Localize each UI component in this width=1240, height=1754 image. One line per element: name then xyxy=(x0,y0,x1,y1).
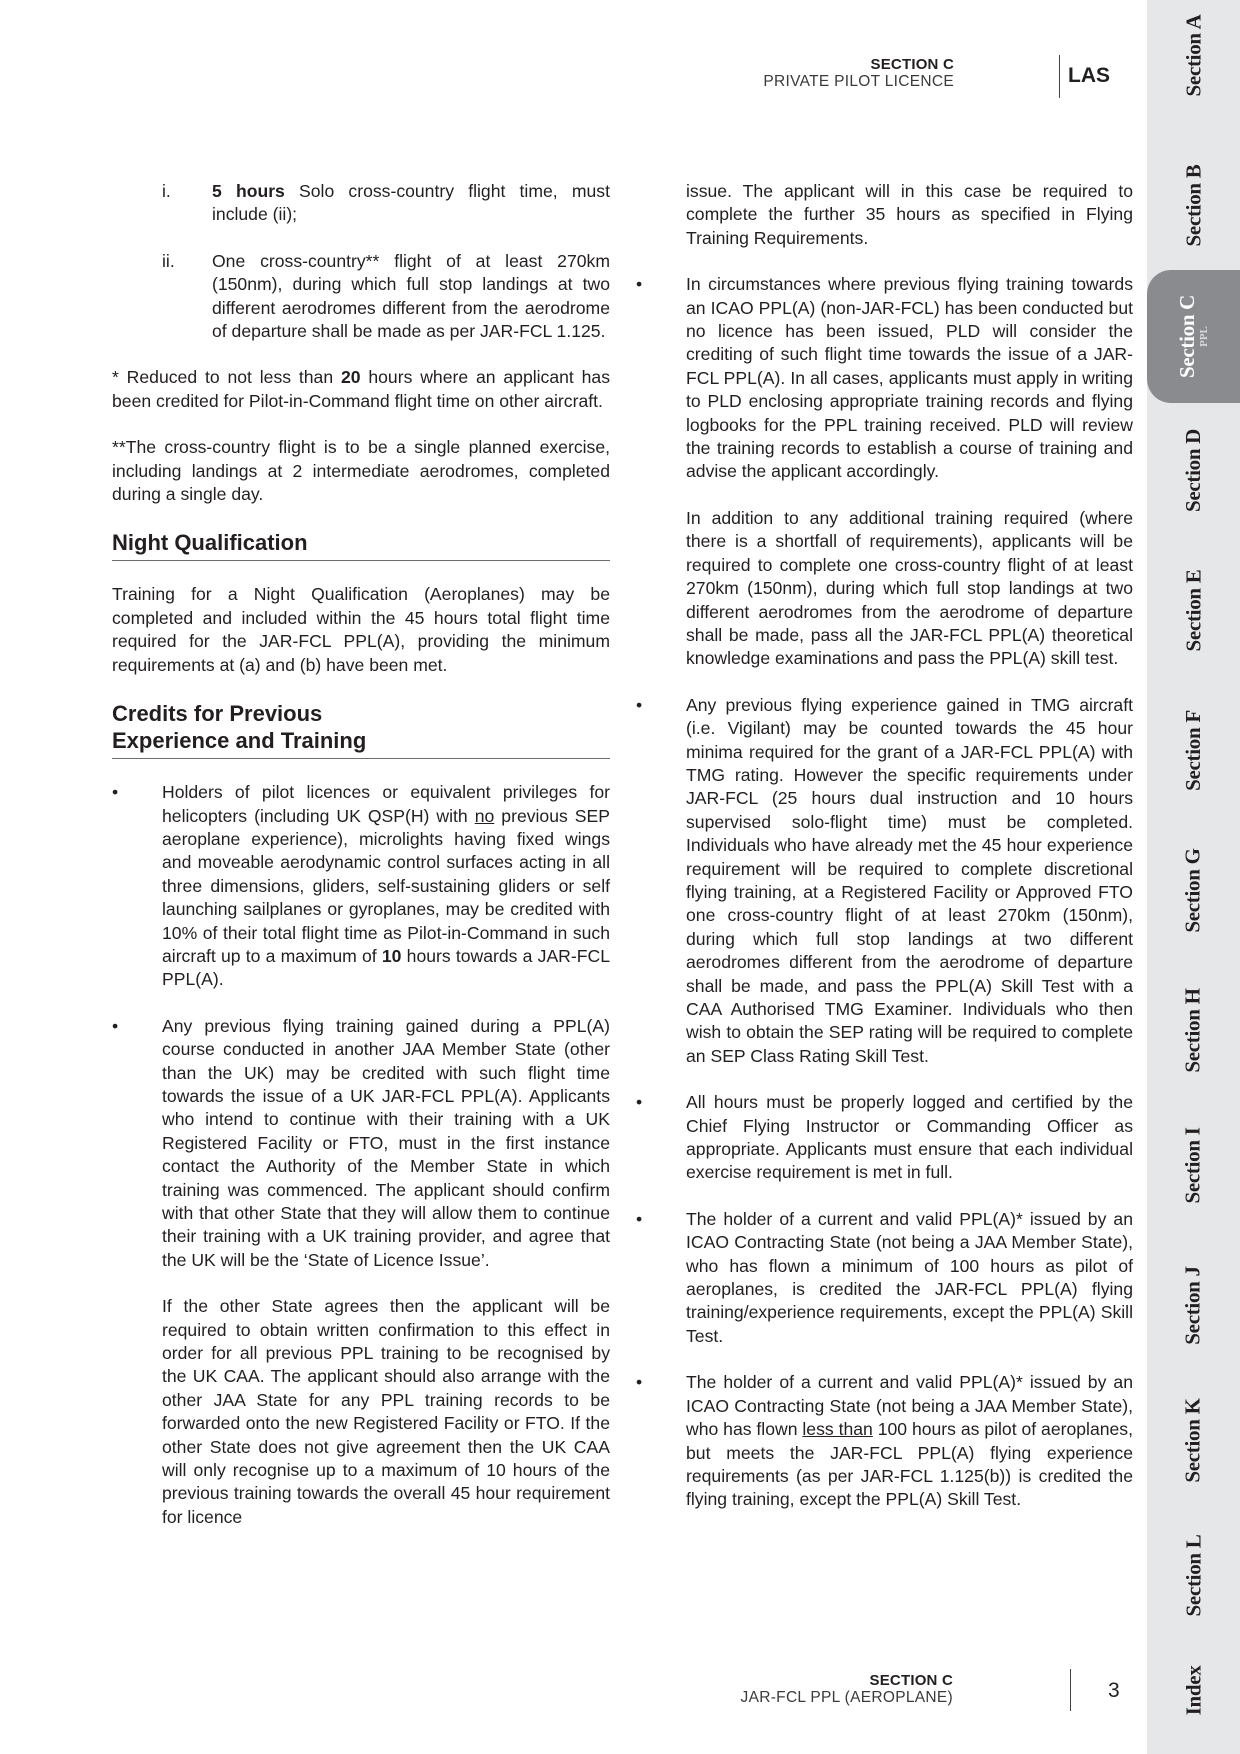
bullet-icon: • xyxy=(636,1092,643,1113)
left-column xyxy=(112,180,610,1529)
section-tabs-sidebar xyxy=(1147,0,1240,1754)
bullet-icon: • xyxy=(636,1208,643,1229)
bullet-icon: • xyxy=(636,694,643,715)
page-footer xyxy=(741,1672,953,1707)
list-marker: ii. xyxy=(162,250,175,271)
bullet-icon: • xyxy=(112,782,119,803)
tab-sublabel: PPL xyxy=(1197,326,1210,347)
bullet-item: • Any previous flying experience gained in TMG aircraft (i.e. Vigilant) may be counted towards the 45 hour minima required for the grant of a JAR-FCL PPL(A) with TMG rating. However the specific requirements under JAR-FCL (25 hours dual instruction and 10 hours supervised solo-flight time) must be completed. Individuals who have already met the 45 hour experience requirement will be required to complete discretional flying training, at a Registered Facility or Approved FTO one cross-country flight of at least 270km (150nm), during which full stop landings at two different aerodromes different from the aerodrome of departure shall be made, and pass the PPL(A) Skill Test with a CAA Authorised TMG Examiner. Individuals who then wish to obtain the SEP rating will be required to complete an SEP Class Rating Skill Test. xyxy=(636,694,1133,1069)
tab-section-j[interactable]: Section J xyxy=(1180,1265,1205,1345)
header-code: LAS xyxy=(1068,64,1110,87)
tab-section-k[interactable]: Section K xyxy=(1181,1397,1205,1483)
tab-section-b[interactable]: Section B xyxy=(1180,164,1205,246)
bullet-icon: • xyxy=(636,274,643,295)
tab-section-i[interactable]: Section I xyxy=(1181,1126,1205,1204)
heading-credits-previous-experience: Credits for Previous Experience and Training xyxy=(112,700,610,759)
list-item: ii. One cross-country** flight of at least 270km (150nm), during which full stop landings at two different aerodromes different from the aerodrome of departure shall be made as per JAR-FCL 1.125. xyxy=(112,250,610,344)
bullet-item: • In circumstances where previous flying training towards an ICAO PPL(A) (non-JAR-FCL) has been conducted but no licence has been issued, PLD will consider the crediting of such flight time towards the issue of a JAR-FCL PPL(A). In all cases, applicants must apply in writing to PLD enclosing appropriate training records and flying logbooks for the PPL training received. PLD will review the training records to establish a course of training and advise the applicant accordingly. xyxy=(636,273,1133,484)
footnote-cross-country: **The cross-country flight is to be a single planned exercise, including landings at 2 intermediate aerodromes, completed during a single day. xyxy=(112,437,610,505)
tab-section-h[interactable]: Section H xyxy=(1181,987,1205,1073)
heading-night-qualification: Night Qualification xyxy=(112,529,610,561)
tab-section-a[interactable]: Section A xyxy=(1180,14,1205,96)
bullet-icon: • xyxy=(112,1015,119,1036)
footer-section-title: SECTION C xyxy=(869,1672,953,1689)
page-number: 3 xyxy=(1108,1679,1120,1702)
bullet-continuation: In addition to any additional training required (where there is a shortfall of requirements), applicants will be required to complete one cross-country flight of at least 270km (150nm), during which full stop landings at two different aerodromes from the aerodrome of departure shall be made, pass all the JAR-FCL PPL(A) theoretical knowledge examinations and pass the PPL(A) skill test. xyxy=(686,507,1133,669)
footer-subtitle: JAR-FCL PPL (AEROPLANE) xyxy=(740,1689,953,1706)
bullet-item: • Holders of pilot licences or equivalent privileges for helicopters (including UK QSP(H) with no previous SEP aeroplane experience), microlights having fixed wings and moveable aerodynamic control surfaces acting in all three dimensions, gliders, self-sustaining gliders or self launching sailplanes or gyroplanes, may be credited with 10% of their total flight time as Pilot-in-Command in such aircraft up to a maximum of 10 hours towards a JAR-FCL PPL(A). xyxy=(112,781,610,992)
footnote-reduced-hours: * Reduced to not less than 20 hours where an applicant has been credited for Pilot-in-Command flight time on other aircraft. xyxy=(112,367,611,411)
list-item: i. 5 hours Solo cross-country flight time, must include (ii); xyxy=(112,180,610,227)
tab-section-e[interactable]: Section E xyxy=(1180,569,1205,651)
continuation-text: issue. The applicant will in this case be required to complete the further 35 hours as specified in Flying Training Requirements. xyxy=(686,181,1133,248)
header-section-title: SECTION C xyxy=(870,56,954,73)
bullet-item: • The holder of a current and valid PPL(A)* issued by an ICAO Contracting State (not being a JAA Member State), who has flown less than 100 hours as pilot of aeroplanes, but meets the JAR-FCL PPL(A) flying experience requirements (as per JAR-FCL 1.125(b)) is credited the flying training, except the PPL(A) Skill Test. xyxy=(636,1371,1133,1511)
right-column xyxy=(636,180,1133,1512)
bullet-item: • The holder of a current and valid PPL(A)* issued by an ICAO Contracting State (not being a JAA Member State), who has flown a minimum of 100 hours as pilot of aeroplanes, is credited the JAR-FCL PPL(A) flying training/experience requirements, except the PPL(A) Skill Test. xyxy=(636,1208,1133,1348)
tab-section-c[interactable]: Section C PPL xyxy=(1147,270,1240,403)
tab-index[interactable]: Index xyxy=(1180,1665,1205,1715)
header-subtitle: PRIVATE PILOT LICENCE xyxy=(763,73,954,90)
list-marker: i. xyxy=(162,181,171,201)
night-qualification-text: Training for a Night Qualification (Aeroplanes) may be completed and included within the 45 hours total flight time required for the JAR-FCL PPL(A), providing the minimum requirements at (a) and (b) have been met. xyxy=(112,584,610,675)
tab-section-l[interactable]: Section L xyxy=(1180,1534,1205,1616)
tab-section-f[interactable]: Section F xyxy=(1181,709,1205,791)
header-divider xyxy=(1059,55,1060,98)
bullet-item: • All hours must be properly logged and certified by the Chief Flying Instructor or Commanding Officer as appropriate. Applicants must ensure that each individual exercise requirement is met in full. xyxy=(636,1091,1133,1185)
tab-section-g[interactable]: Section G xyxy=(1181,847,1205,933)
bullet-continuation: If the other State agrees then the applicant will be required to obtain written confirmation to this effect in order for all previous PPL training to be recognised by the UK CAA. The applicant should also arrange with the other JAA State for any PPL training records to be forwarded onto the new Registered Facility or FTO. If the other State does not give agreement then the UK CAA will only recognise up to a maximum of 10 hours of the previous training towards the overall 45 hour requirement for licence xyxy=(162,1296,610,1527)
footer-divider xyxy=(1070,1669,1071,1711)
page-header xyxy=(763,56,954,91)
bullet-item: • Any previous flying training gained during a PPL(A) course conducted in another JAA Member State (other than the UK) may be credited with such flight time towards the issue of a UK JAR-FCL PPL(A). Applicants who intend to continue with their training with a UK Registered Facility or FTO, must in the first instance contact the Authority of the Member State in which training was commenced. The applicant should confirm with that other State that they will allow them to continue their training with a UK training provider, and agree that the UK will be the ‘State of Licence Issue’. xyxy=(112,1015,610,1272)
bullet-icon: • xyxy=(636,1372,643,1393)
tab-section-d[interactable]: Section D xyxy=(1180,428,1205,512)
bold-text: 5 hours xyxy=(212,181,285,201)
